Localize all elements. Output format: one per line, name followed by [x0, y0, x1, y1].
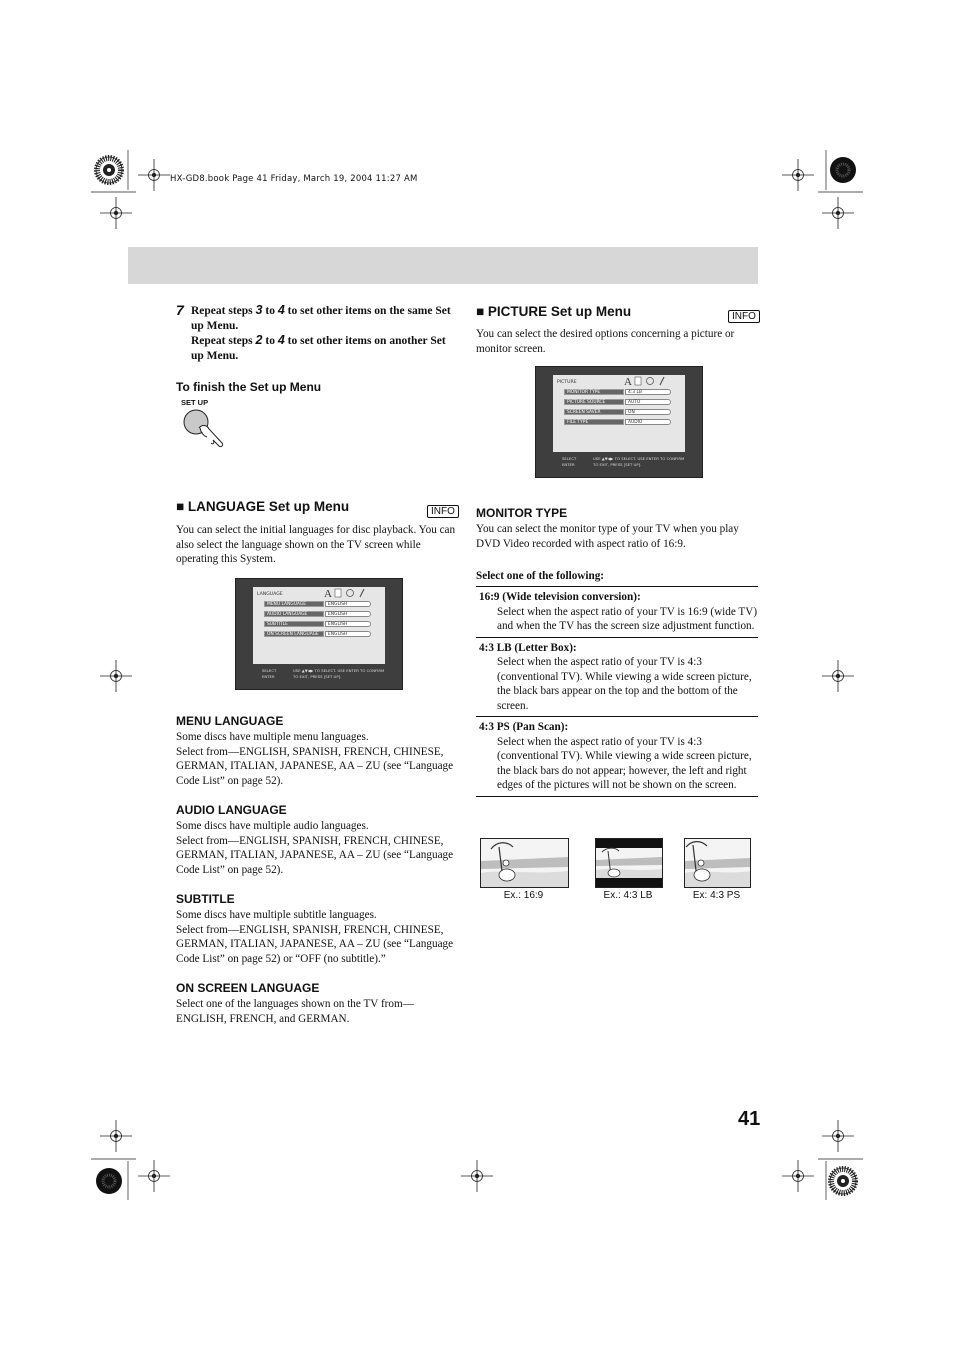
on-screen-language-heading: ON SCREEN LANGUAGE — [176, 981, 320, 995]
language-info-badge: INFO — [427, 505, 459, 518]
osd-foot-line-1: USE ▲▼◀▶ TO SELECT. USE ENTER TO CONFIRM — [593, 456, 685, 461]
picture-intro: You can select the desired options concerning a picture or monitor screen. — [476, 328, 735, 355]
finish-heading: To finish the Set up Menu — [176, 380, 322, 394]
subtitle-heading: SUBTITLE — [176, 892, 235, 906]
osd-row: FILE TYPE AUDIO — [564, 419, 674, 425]
beach-scene-icon — [481, 839, 568, 887]
osd-foot-line-2: TO EXIT, PRESS [SET UP]. — [293, 674, 342, 679]
on-screen-language-text: Select one of the languages shown on the TV from—ENGLISH, FRENCH, and GERMAN. — [176, 998, 414, 1025]
setup-button-press-icon — [180, 406, 230, 450]
osd-foot-enter: ENTER — [262, 674, 275, 679]
osd-foot-line-1: USE ▲▼◀▶ TO SELECT. USE ENTER TO CONFIRM — [293, 668, 385, 673]
monitor-type-text: You can select the monitor type of your TV when you play DVD Video recorded with aspect ratio of 16:9. — [476, 523, 739, 550]
step-line-1: Repeat steps 3 to 4 to set other items on the same Set up Menu. — [191, 303, 451, 332]
picture-title: ■ PICTURE Set up Menu — [476, 304, 632, 319]
osd-row: PICTURE SOURCE AUTO — [564, 399, 674, 405]
page-number: 41 — [738, 1108, 761, 1130]
osd-row: AUDIO LANGUAGE ENGLISH — [264, 611, 374, 617]
example-16-9-image — [480, 838, 569, 888]
example-4-3-ps-image — [684, 838, 751, 888]
beach-scene-icon — [685, 839, 750, 887]
osd-row: MONITOR TYPE 4:3 LB — [564, 389, 674, 395]
print-info: HX-GD8.book Page 41 Friday, March 19, 2004 11:27 AM — [170, 174, 418, 184]
step-7 — [176, 303, 461, 363]
menu-language-text: Some discs have multiple menu languages. Select from—ENGLISH, SPANISH, FRENCH, CHINESE, GERMAN, ITALIAN, JAPANESE, AA – ZU (see “Language Code List” on page 52). — [176, 731, 454, 787]
step-line-2: Repeat steps 2 to 4 to set other items on another Set up Menu. — [191, 333, 446, 362]
audio-language-text: Some discs have multiple audio languages. Select from—ENGLISH, SPANISH, FRENCH, CHINESE, GERMAN, ITALIAN, JAPANESE, AA – ZU (see “Language Code List” on page 52). — [176, 820, 454, 876]
osd-tab-icons — [324, 587, 368, 599]
osd-row: SUBTITLE ENGLISH — [264, 621, 374, 627]
select-one-heading: Select one of the following: — [476, 570, 605, 582]
picture-info-badge: INFO — [728, 310, 760, 323]
header-band — [128, 247, 758, 284]
osd-foot-line-2: TO EXIT, PRESS [SET UP]. — [593, 462, 642, 467]
osd-foot-select: SELECT — [562, 456, 577, 461]
example-4-3-lb-caption: Ex.: 4:3 LB — [603, 890, 653, 901]
osd-row: ON SCREEN LANGUAGE ENGLISH — [264, 631, 374, 637]
language-osd-screen — [235, 578, 403, 690]
svg-text:A: A — [624, 376, 632, 387]
beach-scene-icon — [596, 839, 662, 887]
osd-row: MENU LANGUAGE ENGLISH — [264, 601, 374, 607]
osd-foot-enter: ENTER — [562, 462, 575, 467]
audio-language-heading: AUDIO LANGUAGE — [176, 803, 287, 817]
monitor-type-heading: MONITOR TYPE — [476, 506, 568, 520]
menu-language-heading: MENU LANGUAGE — [176, 714, 284, 728]
osd-row: SCREEN SAVER ON — [564, 409, 674, 415]
language-intro: You can select the initial languages for disc playback. You can also select the language shown on the TV screen while operating this System. — [176, 524, 456, 565]
osd-tab-label: LANGUAGE — [257, 592, 283, 597]
language-title: ■ LANGUAGE Set up Menu — [176, 499, 350, 514]
monitor-type-options — [476, 586, 758, 797]
option-4-3-ps: 4:3 PS (Pan Scan): Select when the aspect ratio of your TV is 4:3 (conventional TV). While viewing a wide screen picture, the black bars do not appear; however, the left and right edges of the pictures will not be shown on the screen. — [476, 717, 758, 797]
subtitle-text: Some discs have multiple subtitle languages. Select from—ENGLISH, SPANISH, FRENCH, CHINESE, GERMAN, ITALIAN, JAPANESE, AA – ZU (see “Language Code List” on page 52) or “OFF (no subtitle).” — [176, 909, 454, 965]
osd-tab-label: PICTURE — [557, 380, 577, 385]
picture-osd-screen — [535, 366, 703, 478]
option-16-9: 16:9 (Wide television conversion): Select when the aspect ratio of your TV is 16:9 (wide TV) and when the TV has the screen size adjustment function. — [476, 587, 758, 638]
option-4-3-lb: 4:3 LB (Letter Box): Select when the aspect ratio of your TV is 4:3 (conventional TV). While viewing a wide screen picture, the black bars appear on the top and the bottom of the screen. — [476, 638, 758, 718]
step-number: 7 — [176, 302, 184, 318]
example-4-3-lb-image — [595, 838, 663, 888]
osd-tab-icons — [624, 375, 668, 387]
example-4-3-ps-caption: Ex: 4:3 PS — [692, 890, 741, 901]
setup-button-label: SET UP — [181, 398, 209, 407]
svg-text:A: A — [324, 588, 332, 599]
osd-foot-select: SELECT — [262, 668, 277, 673]
example-16-9-caption: Ex.: 16:9 — [503, 890, 544, 901]
